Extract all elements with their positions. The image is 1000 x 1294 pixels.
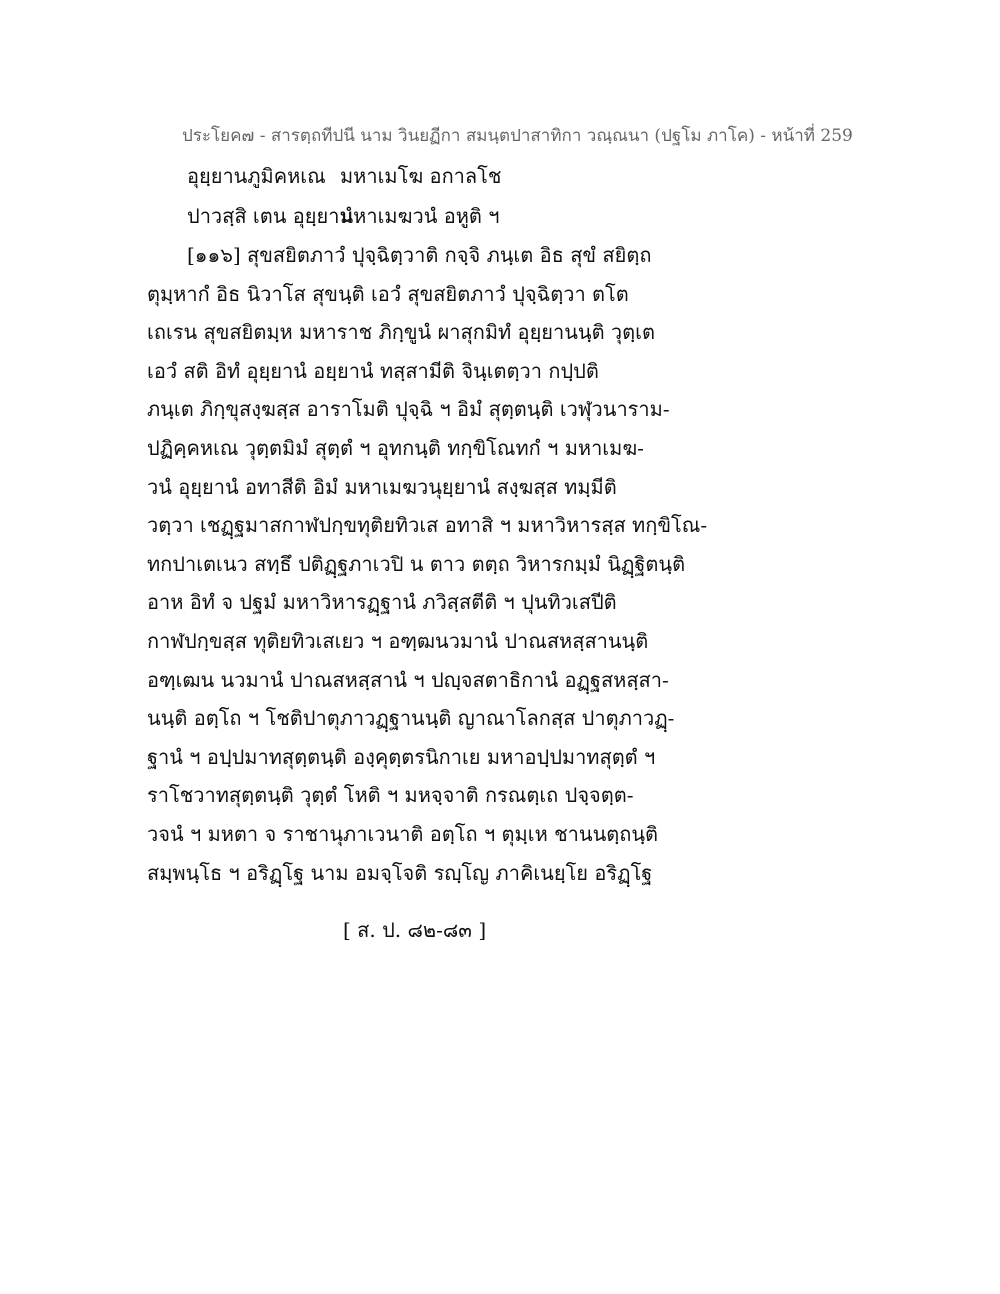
text-line: ฐานํ ฯ อปฺปมาทสุตฺตนฺติ องฺคุตฺตรนิกาเย มหาอปฺปมาทสุตฺตํ ฯ <box>147 744 656 769</box>
text-line: นนฺติ อตฺโถ ฯ โชติปาตุภาวฏฺฐานนฺติ ญาณาโลกสฺส ปาตุภาวฏฺ- <box>147 706 675 731</box>
verse-first-half: อุยฺยานภูมิคหเณ <box>187 164 326 188</box>
text-line: กาฬปกฺขสฺส ทุติยทิวเสเยว ฯ อฑฺฒนวมานํ ปาณสหสฺสานนฺติ <box>147 628 649 653</box>
text-line: ตุมฺหากํ อิธ นิวาโส สุขนฺติ เอวํ สุขสยิตภาวํ ปุจฺฉิตฺวา ตโต <box>147 281 629 306</box>
page-header: ประโยค๗ - สารตฺถทีปนี นาม วินยฏีกา สมนฺตปาสาทิกา วณฺณนา (ปฐโม ภาโค) - หน้าที่ 259 <box>182 126 853 146</box>
text-line: อาห อิทํ จ ปฐมํ มหาวิหารฏฺฐานํ ภวิสฺสตีติ ฯ ปุนทิวเสปีติ <box>147 590 617 615</box>
text-line: ภนฺเต ภิกฺขุสงฺฆสฺส อาราโมติ ปุจฺฉิ ฯ อิมํ สุตฺตนฺติ เวฬุวนาราม- <box>147 397 670 422</box>
text-line: ปฏิคฺคหเณ วุตฺตมิมํ สุตฺตํ ฯ อุทกนฺติ ทกฺขิโณทกํ ฯ มหาเมฆ- <box>147 435 644 460</box>
text-line: วนํ อุยฺยานํ อทาสีติ อิมํ มหาเมฆวนุยฺยานํ สงฺฆสฺส ทมฺมีติ <box>147 474 617 499</box>
text-line: เอวํ สติ อิทํ อุยฺยานํ อยฺยานํ ทสฺสามีติ จินฺเตตฺวา กปฺปติ <box>147 358 599 383</box>
text-line: ทกปาเตเนว สทฺธึ ปติฏฺฐภาเวปิ น ตาว ตตฺถ วิหารกมฺมํ นิฏฺฐิตนฺติ <box>147 551 686 576</box>
source-citation: [ ส. ป. ๘๒-๘๓ ] <box>343 918 487 942</box>
text-line: วตฺวา เชฏฺฐมาสกาฬปกฺขทุติยทิวเส อทาสิ ฯ มหาวิหารสฺส ทกฺขิโณ- <box>147 513 708 538</box>
text-line: ราโชวาทสุตฺตนฺติ วุตฺตํ โหติ ฯ มหจฺจาติ กรณตฺเถ ปจฺจตฺต- <box>147 783 634 808</box>
text-line: [๑๑๖] สุขสยิตภาวํ ปุจฺฉิตฺวาติ กจฺจิ ภนฺเต อิธ สุขํ สยิตฺถ <box>187 243 652 267</box>
verse-second-half: มหาเมโฆ อกาลโช <box>340 164 502 188</box>
text-line: สมฺพนฺโธ ฯ อริฏฺโฐ นาม อมจฺโจติ รญฺโญ ภาคิเนยฺโย อริฏฺโฐ <box>147 860 653 885</box>
verse-first-half: ปาวสฺสิ เตน อุยฺยานํ <box>187 204 354 228</box>
text-line: อฑฺเฒน นวมานํ ปาณสหสฺสานํ ฯ ปญฺจสตาธิกานํ อฏฺฐสหสฺสา- <box>147 667 669 692</box>
text-line: เถเรน สุขสยิตมฺห มหาราช ภิกฺขูนํ ผาสุกมิทํ อุยฺยานนฺติ วุตฺเต <box>147 320 655 345</box>
text-line: วจนํ ฯ มหตา จ ราชานุภาเวนาติ อตฺโถ ฯ ตุมฺเห ชานนตฺถนฺติ <box>147 821 659 846</box>
body-paragraph <box>147 236 708 892</box>
verse-second-half: มหาเมฆวนํ อหูติ ฯ <box>340 204 500 228</box>
